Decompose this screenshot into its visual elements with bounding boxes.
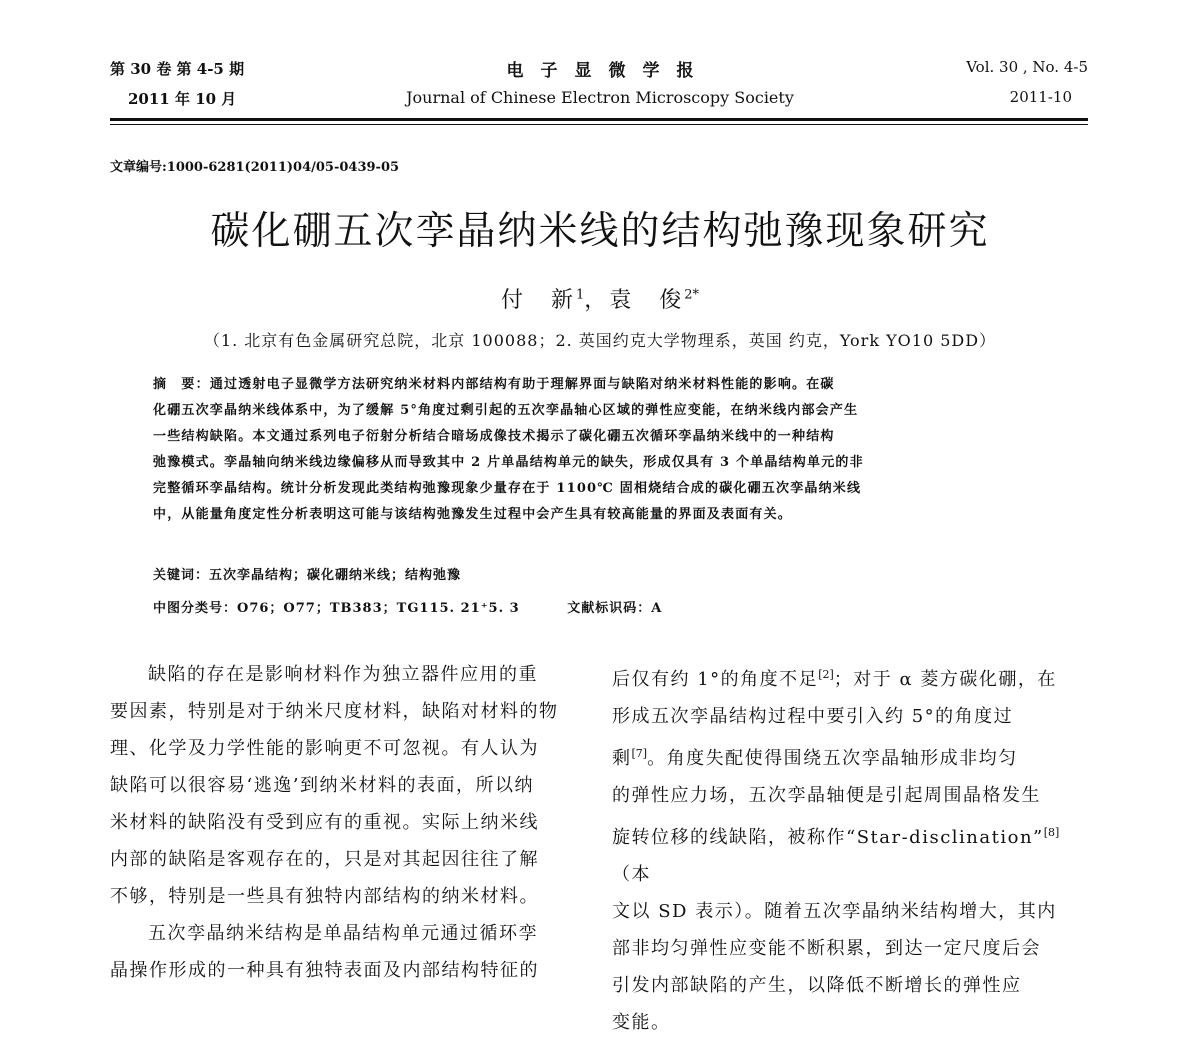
body-line: 剩: [612, 748, 632, 769]
abstract-line: 通过透射电子显微学方法研究纳米材料内部结构有助于理解界面与缺陷对纳米材料性能的影响。在碳: [209, 377, 835, 392]
body-line: 后仅有约 1°的角度不足: [612, 669, 819, 690]
body-line: 旋转位移的线缺陷，被称作“Star-disclination”: [612, 827, 1044, 848]
abstract-line: 完整循环孪晶结构。统计分析发现此类结构弛豫现象少量存在于 1100℃ 固相烧结合成的碳化硼五次孪晶纳米线: [153, 481, 862, 496]
volume-en: Vol. 30 , No. 4-5: [966, 58, 1088, 76]
date-cn: 2011 年 10 月: [128, 90, 237, 108]
abstract-line: 一些结构缺陷。本文通过系列电子衍射分析结合暗场成像技术揭示了碳化硼五次循环孪晶纳米线中的一种结构: [153, 429, 835, 444]
body-paragraph: [110, 656, 586, 915]
body-line: 米材料的缺陷没有受到应有的重视。实际上纳米线: [110, 812, 539, 833]
body-paragraph: [612, 656, 1088, 1041]
body-line: 的弹性应力场，五次孪晶轴便是引起周围晶格发生: [612, 785, 1041, 806]
keywords-label: 关键词：: [153, 568, 210, 583]
author-separator: ，: [584, 288, 610, 313]
doc-code: A: [651, 601, 663, 616]
body-line: 。角度失配使得围绕五次孪晶轴形成非均匀: [647, 748, 1018, 769]
body-line: 引发内部缺陷的产生，以降低不断增长的弹性应: [612, 975, 1022, 996]
citation-ref: [2]: [818, 668, 834, 681]
keywords: [153, 564, 461, 583]
author-2-affil: 2*: [684, 287, 700, 303]
body-paragraph: [110, 915, 586, 989]
body-line: 缺陷可以很容易‘逃逸’到纳米材料的表面，所以纳: [110, 775, 534, 796]
body-line: 内部的缺陷是客观存在的，只是对其起因往往了解: [110, 849, 539, 870]
body-line: 变能。: [612, 1012, 671, 1033]
header-rule-thick: [110, 118, 1088, 121]
classification: [153, 597, 662, 616]
keywords-text: 五次孪晶结构；碳化硼纳米线；结构弛豫: [209, 568, 462, 583]
abstract-line: 中，从能量角度定性分析表明这可能与该结构弛豫发生过程中会产生具有较高能量的界面及表面有关。: [153, 507, 793, 522]
header-rule-thin: [110, 124, 1088, 125]
body-line: 五次孪晶纳米结构是单晶结构单元通过循环孪: [148, 923, 538, 944]
body-line: 形成五次孪晶结构过程中要引入约 5°的角度过: [612, 706, 1014, 727]
abstract-line: 弛豫模式。孪晶轴向纳米线边缘偏移从而导致其中 2 片单晶结构单元的缺失，形成仅具有 3 个单晶结构单元的非: [153, 455, 864, 470]
body-line: ；对于 α 菱方碳化硼，在: [833, 669, 1057, 690]
article-number: 文章编号:1000-6281(2011)04/05-0439-05: [110, 160, 400, 175]
citation-ref: [7]: [631, 747, 648, 760]
author-1: 付 新: [500, 288, 576, 313]
abstract: [153, 372, 1049, 528]
body-column-right: [612, 656, 1088, 1041]
clc-label: 中图分类号：: [153, 601, 238, 616]
abstract-line: 化硼五次孪晶纳米线体系中，为了缓解 5°角度过剩引起的五次孪晶轴心区域的弹性应变能，在纳米线内部会产生: [153, 403, 859, 418]
affiliations: （1. 北京有色金属研究总院，北京 100088；2. 英国约克大学物理系，英国 约克，York YO10 5DD）: [203, 331, 997, 350]
body-column-left: [110, 656, 586, 989]
body-line: 缺陷的存在是影响材料作为独立器件应用的重: [148, 664, 538, 685]
citation-ref: [8]: [1043, 826, 1060, 839]
body-line: 理、化学及力学性能的影响更不可忽视。有人认为: [110, 738, 539, 759]
paper-title: 碳化硼五次孪晶纳米线的结构弛豫现象研究: [210, 209, 990, 254]
volume-issue: 第 30 卷 第 4-5 期: [110, 60, 245, 78]
author-1-affil: 1: [575, 287, 585, 303]
abstract-label: 摘 要：: [153, 377, 210, 392]
author-2: 袁 俊: [609, 288, 685, 313]
body-line: 部非均匀弹性应变能不断积累，到达一定尺度后会: [612, 938, 1041, 959]
body-line: （本: [612, 864, 651, 885]
journal-title-en: Journal of Chinese Electron Microscopy Society: [406, 88, 794, 107]
journal-title-cn: 电 子 显 微 学 报: [506, 61, 694, 81]
body-line: 不够，特别是一些具有独特内部结构的纳米材料。: [110, 886, 539, 907]
body-line: 文以 SD 表示）。随着五次孪晶纳米结构增大，其内: [612, 901, 1057, 922]
authors: [0, 283, 1200, 314]
clc-text: O76；O77；TB383；TG115. 21⁺5. 3: [237, 601, 520, 616]
date-en: 2011-10: [1009, 88, 1072, 106]
body-line: 晶操作形成的一种具有独特表面及内部结构特征的: [110, 960, 539, 981]
body-line: 要因素，特别是对于纳米尺度材料，缺陷对材料的物: [110, 701, 559, 722]
doc-code-label: 文献标识码：: [567, 601, 652, 616]
